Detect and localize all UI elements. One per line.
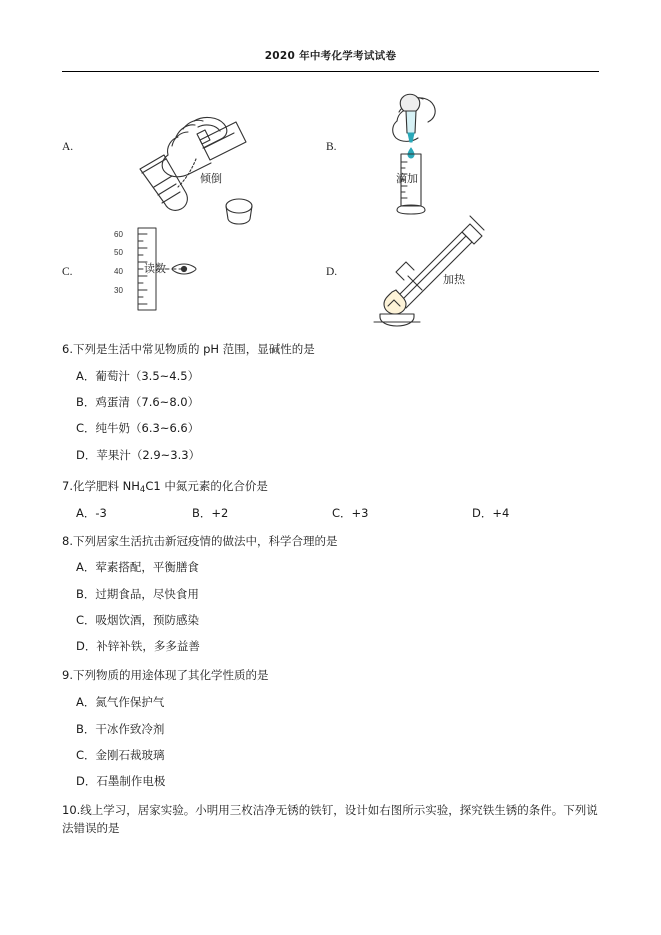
hand-pouring-liquid-icon [76, 107, 266, 232]
image-options-block [62, 82, 599, 327]
question-6-choice-a[interactable]: A．葡萄汁（3.5~4.5） [76, 368, 200, 383]
question-9-choice-d[interactable]: D．石墨制作电极 [76, 774, 166, 788]
question-7-choices [76, 505, 599, 521]
question-6-stem: 6.下列是生活中常见物质的 pH 范围，显碱性的是 [62, 342, 315, 356]
question-8-choice-d[interactable]: D．补锌补铁，多多益善 [76, 639, 200, 654]
question-9-stem: 9.下列物质的用途体现了其化学性质的是 [62, 668, 269, 683]
option-b-letter: B. [326, 141, 337, 153]
question-10-stem: 10.线上学习，居家实验。小明用三枚洁净无锈的铁钉，设计如右图所示实验，探究铁生锈的条件。下列说法错误的是 [62, 803, 598, 836]
question-6-choice-b[interactable]: B．鸡蛋清（7.6~8.0） [76, 395, 200, 410]
option-d-caption: 加热 [443, 273, 465, 286]
question-7-stem-sub: 4 [139, 484, 146, 495]
option-a-letter: A. [62, 141, 74, 153]
question-9-choice-c[interactable]: C．金刚石裁玻璃 [76, 747, 165, 762]
option-d[interactable] [326, 262, 337, 280]
question-6-choice-c[interactable]: C．纯牛奶（6.3~6.6） [76, 421, 200, 436]
option-b[interactable] [326, 137, 337, 155]
measuring-scale-reading-icon [78, 222, 208, 322]
page-header: 2020 年中考化学考试试卷 [264, 50, 397, 62]
question-7-choice-c[interactable]: C．+3 [332, 505, 369, 520]
question-8-stem: 8.下列居家生活抗击新冠疫情的做法中，科学合理的是 [62, 533, 338, 548]
option-c[interactable] [62, 262, 73, 280]
question-7-choice-b[interactable]: B．+2 [192, 505, 229, 520]
option-a[interactable] [62, 137, 73, 155]
svg-text:60: 60 [114, 230, 123, 239]
question-9-choice-b[interactable]: B．干冰作致冷剂 [76, 721, 165, 736]
svg-text:40: 40 [114, 267, 123, 276]
header-divider [62, 71, 599, 72]
svg-text:30: 30 [114, 286, 123, 295]
question-7-stem-post: C1 中氮元素的化合价是 [145, 478, 268, 493]
question-8-choice-b[interactable]: B．过期食品，尽快食用 [76, 586, 199, 601]
question-6-choice-d[interactable]: D．苹果汁（2.9~3.3） [76, 447, 201, 462]
dropper-graduated-cylinder-icon [344, 90, 474, 220]
svg-text:50: 50 [114, 248, 123, 257]
question-7-stem [62, 478, 599, 496]
question-8-choice-a[interactable]: A．荤素搭配，平衡膳食 [76, 560, 199, 575]
option-c-letter: C. [62, 266, 73, 278]
option-d-letter: D. [326, 266, 338, 278]
question-7-stem-pre: 7.化学肥料 NH [62, 478, 140, 493]
question-7-choice-d[interactable]: D．+4 [472, 505, 510, 520]
option-a-caption: 倾倒 [200, 172, 222, 185]
option-b-caption: 滴加 [396, 172, 418, 185]
alcohol-lamp-heating-icon [344, 210, 504, 328]
question-7-choice-a[interactable]: A．-3 [76, 505, 107, 520]
option-c-caption: 读数 [144, 262, 166, 275]
question-8-choice-c[interactable]: C．吸烟饮酒，预防感染 [76, 612, 200, 627]
question-9-choice-a[interactable]: A．氮气作保护气 [76, 695, 165, 710]
